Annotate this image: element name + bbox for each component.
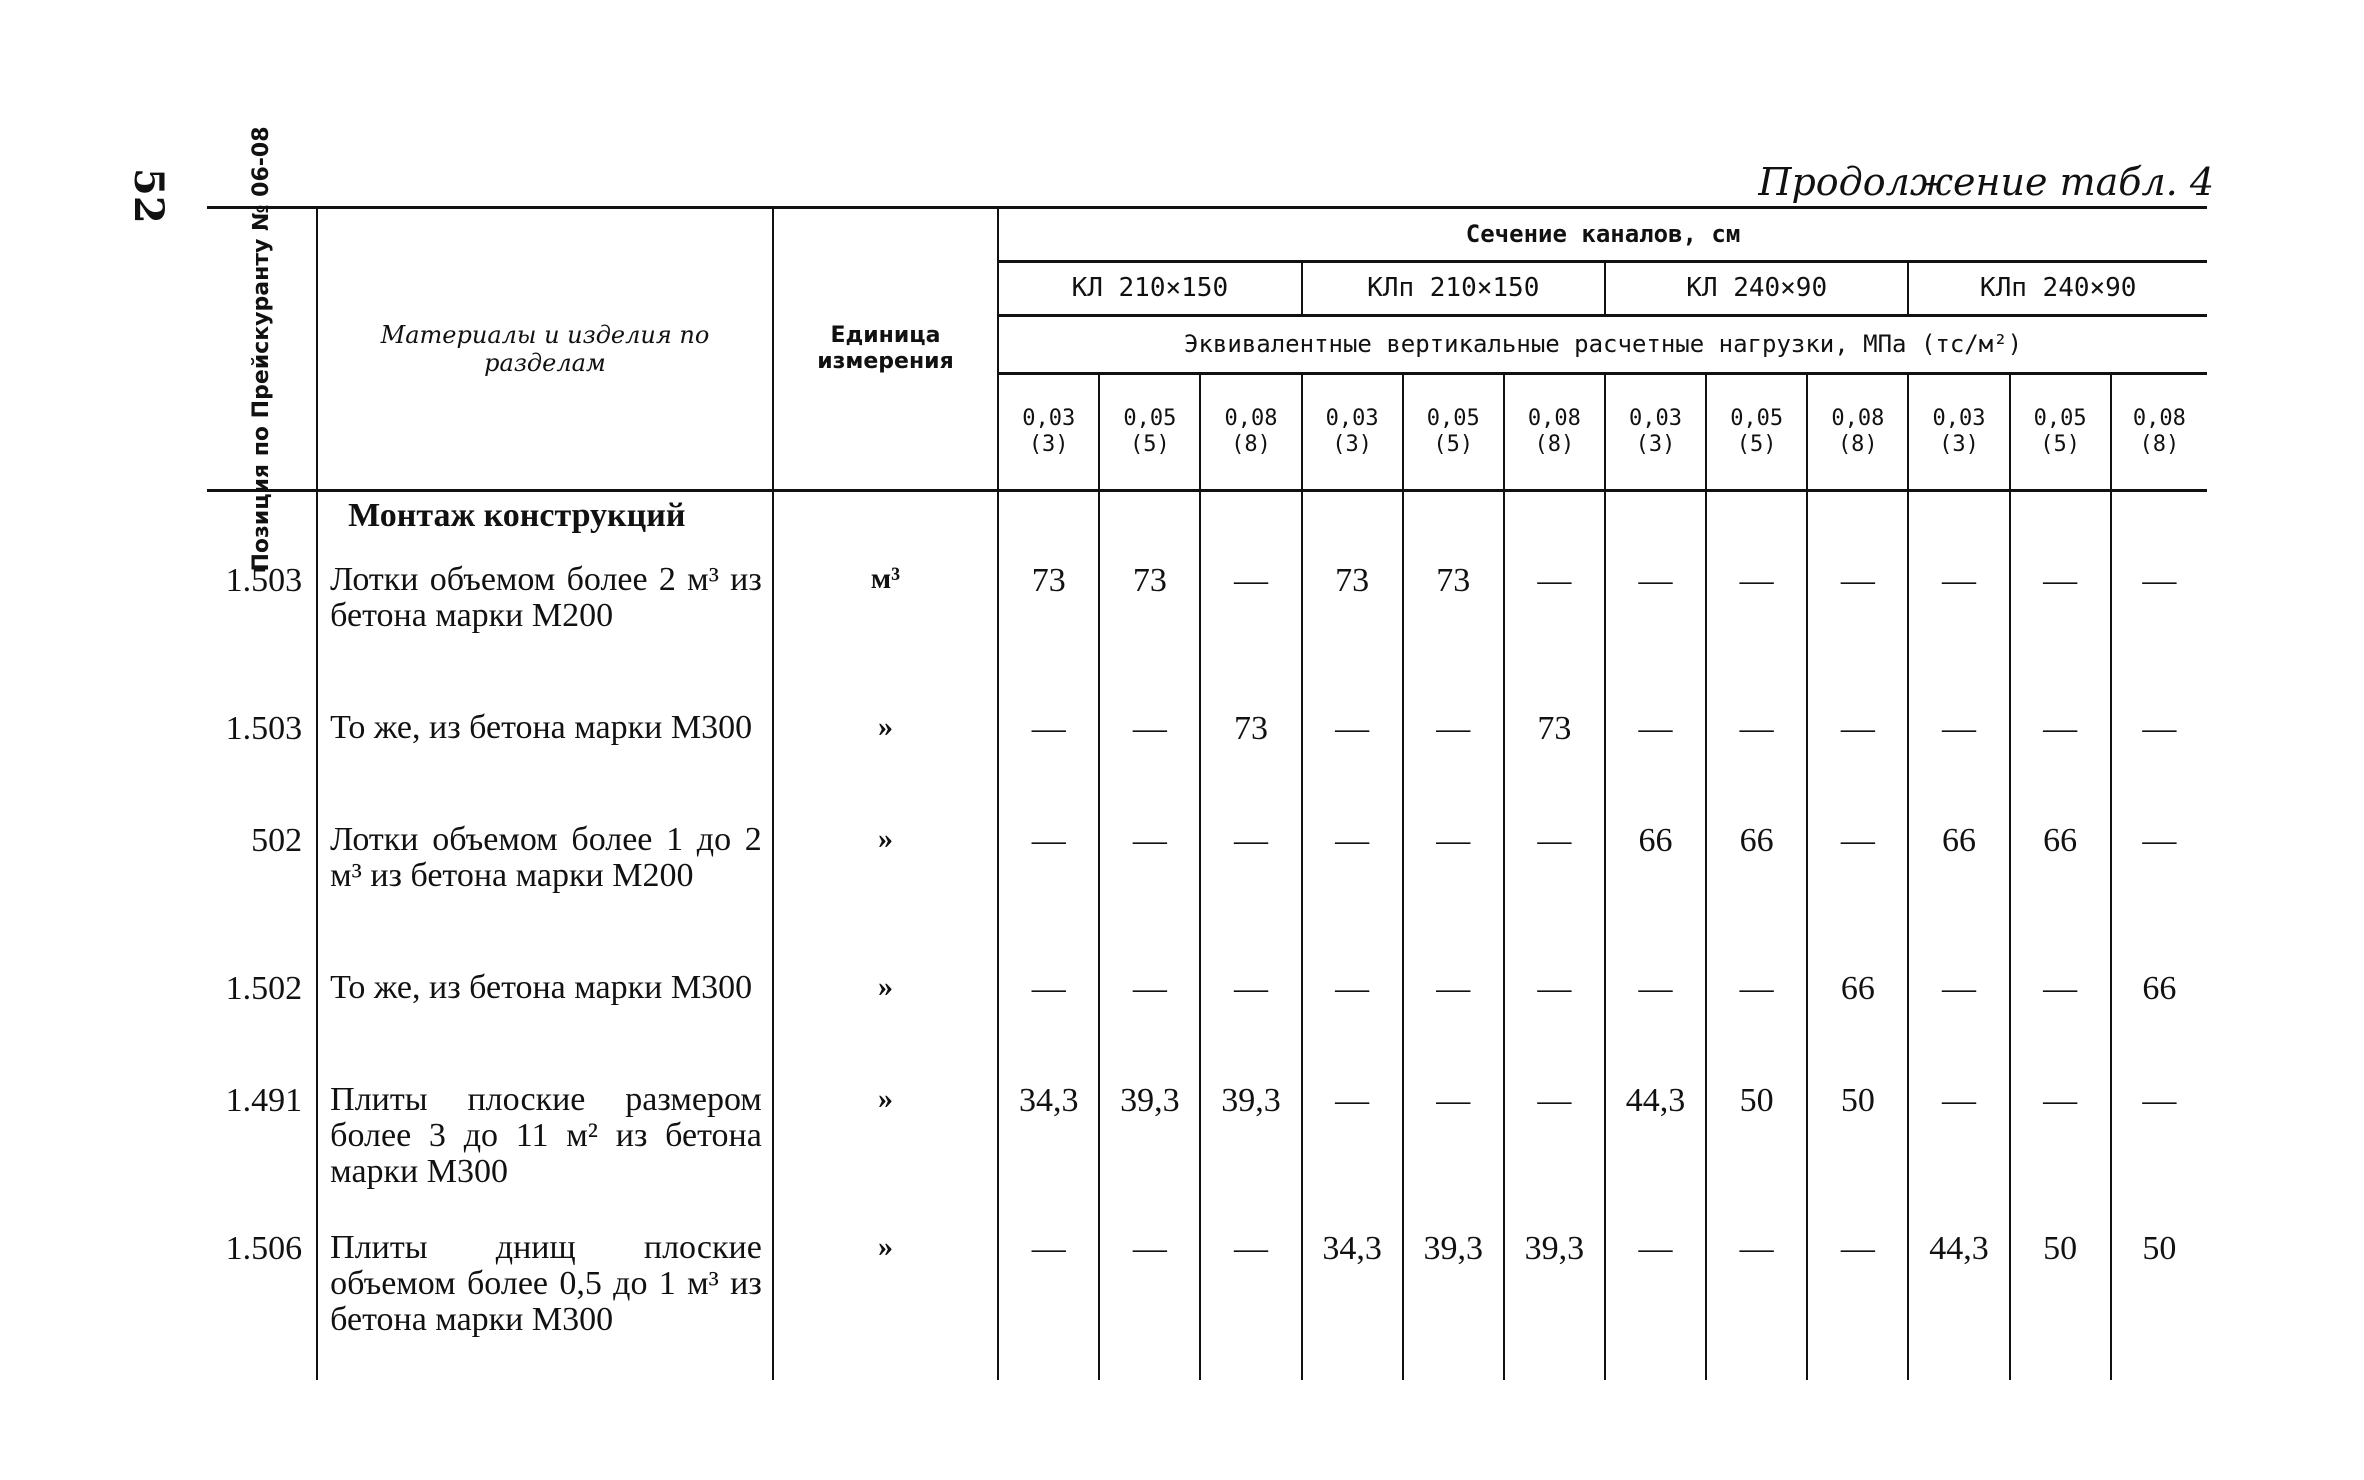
load-mpa: 0,03 — [1629, 405, 1683, 431]
header-materials: Материалы и изделия по разделам — [317, 208, 773, 491]
load-mpa: 0,03 — [1932, 405, 1986, 431]
load-mpa: 0,03 — [1325, 405, 1379, 431]
material-cell: Лотки объемом более 1 до 2 м³ из бетона марки М200 — [317, 814, 773, 962]
value-cell: — — [1200, 814, 1301, 962]
header-position: Позиция по Прейскуранту № 06-08 — [207, 208, 317, 491]
material-cell: Лотки объемом более 2 м³ из бетона марки М200 — [317, 554, 773, 702]
value-cell: 50 — [1807, 1074, 1908, 1222]
load-mpa: 0,08 — [1831, 405, 1885, 431]
position-cell: 1.502 — [225, 970, 303, 1007]
load-mpa: 0,03 — [1022, 405, 1076, 431]
header-loads-title: Эквивалентные вертикальные расчетные нагрузки, МПа (тс/м²) — [998, 315, 2207, 373]
header-group: КЛп 210×150 — [1302, 261, 1605, 315]
unit-cell: » — [773, 814, 998, 962]
value-cell: — — [1200, 1222, 1301, 1380]
value-cell: — — [998, 814, 1099, 962]
table-row — [207, 702, 2207, 814]
value-cell: 66 — [1706, 814, 1807, 962]
load-mpa: 0,05 — [2033, 405, 2087, 431]
value-cell: — — [1706, 962, 1807, 1074]
header-load-value — [1403, 373, 1504, 490]
position-cell: 1.503 — [225, 562, 303, 599]
header-load-value — [1706, 373, 1807, 490]
header-group: КЛп 240×90 — [1908, 261, 2207, 315]
table-row — [207, 814, 2207, 962]
position-cell: 1.491 — [225, 1082, 303, 1119]
value-cell: — — [1706, 554, 1807, 702]
value-cell: 50 — [2111, 1222, 2207, 1380]
load-tsm2: (8) — [1837, 431, 1878, 457]
value-cell: 34,3 — [1302, 1222, 1403, 1380]
value-cell: — — [1605, 554, 1706, 702]
value-cell: 34,3 — [998, 1074, 1099, 1222]
value-cell: 66 — [1605, 814, 1706, 962]
load-tsm2: (5) — [1433, 431, 1474, 457]
value-cell: — — [1200, 554, 1301, 702]
value-cell: 66 — [2111, 962, 2207, 1074]
page-number: 52 — [125, 168, 172, 224]
header-section-title: Сечение каналов, см — [998, 208, 2207, 262]
unit-cell: м³ — [773, 554, 998, 702]
value-cell: — — [1807, 554, 1908, 702]
position-cell: 502 — [251, 822, 303, 859]
value-cell: 39,3 — [1504, 1222, 1605, 1380]
value-cell: — — [2111, 554, 2207, 702]
value-cell: — — [1605, 962, 1706, 1074]
load-tsm2: (8) — [2139, 431, 2180, 457]
value-cell: — — [1504, 554, 1605, 702]
value-cell: — — [2010, 554, 2111, 702]
unit-cell: » — [773, 1074, 998, 1222]
header-load-value — [1099, 373, 1200, 490]
header-group: КЛ 210×150 — [998, 261, 1301, 315]
load-tsm2: (3) — [1635, 431, 1676, 457]
load-mpa: 0,08 — [1527, 405, 1581, 431]
value-cell: 73 — [1504, 702, 1605, 814]
header-load-value — [1504, 373, 1605, 490]
value-cell: — — [2010, 1074, 2111, 1222]
value-cell: 44,3 — [1605, 1074, 1706, 1222]
value-cell: — — [1504, 962, 1605, 1074]
value-cell: 50 — [1706, 1074, 1807, 1222]
load-tsm2: (5) — [2040, 431, 2080, 457]
header-load-value — [1807, 373, 1908, 490]
value-cell: — — [1302, 1074, 1403, 1222]
header-load-value — [2111, 373, 2207, 490]
header-load-value — [998, 373, 1099, 490]
load-tsm2: (3) — [1028, 431, 1069, 457]
load-tsm2: (3) — [1332, 431, 1372, 457]
table-row — [207, 962, 2207, 1074]
value-cell: — — [1605, 702, 1706, 814]
value-cell: — — [1403, 702, 1504, 814]
value-cell: — — [2010, 702, 2111, 814]
value-cell: — — [1200, 962, 1301, 1074]
table-caption: Продолжение табл. 4 — [1758, 160, 2214, 204]
load-mpa: 0,05 — [1123, 405, 1177, 431]
value-cell: — — [1099, 962, 1200, 1074]
value-cell: — — [1908, 1074, 2009, 1222]
value-cell: — — [1807, 702, 1908, 814]
value-cell: 73 — [1200, 702, 1301, 814]
value-cell: — — [1706, 1222, 1807, 1380]
table-row — [207, 1074, 2207, 1222]
load-tsm2: (8) — [1231, 431, 1271, 457]
header-unit: Единица измерения — [773, 208, 998, 491]
value-cell: — — [998, 702, 1099, 814]
unit-cell: » — [773, 1222, 998, 1380]
material-cell: Плиты плоские размером более 3 до 11 м² из бетона марки М300 — [317, 1074, 773, 1222]
position-cell: 1.503 — [225, 710, 303, 747]
header-group: КЛ 240×90 — [1605, 261, 1908, 315]
value-cell: — — [1099, 702, 1200, 814]
value-cell: 73 — [1403, 554, 1504, 702]
load-mpa: 0,08 — [2132, 405, 2186, 431]
unit-cell: » — [773, 702, 998, 814]
value-cell: 73 — [998, 554, 1099, 702]
value-cell: 66 — [1807, 962, 1908, 1074]
value-cell: — — [1504, 814, 1605, 962]
material-cell: Плиты днищ плоские объемом более 0,5 до 1 м³ из бетона марки М300 — [317, 1222, 773, 1380]
value-cell: — — [1706, 702, 1807, 814]
value-cell: 73 — [1302, 554, 1403, 702]
header-load-value — [1908, 373, 2009, 490]
material-cell: То же, из бетона марки М300 — [317, 702, 773, 814]
load-tsm2: (5) — [1736, 431, 1777, 457]
load-mpa: 0,05 — [1730, 405, 1784, 431]
value-cell: — — [1302, 702, 1403, 814]
value-cell: — — [1605, 1222, 1706, 1380]
value-cell: — — [1908, 702, 2009, 814]
value-cell: — — [1908, 962, 2009, 1074]
value-cell: — — [1099, 1222, 1200, 1380]
value-cell: 39,3 — [1099, 1074, 1200, 1222]
value-cell: — — [1403, 1074, 1504, 1222]
header-load-value — [2010, 373, 2111, 490]
value-cell: — — [1302, 962, 1403, 1074]
header-load-value — [1302, 373, 1403, 490]
section-unit-cell — [773, 491, 998, 555]
load-tsm2: (5) — [1129, 431, 1170, 457]
header-load-value — [1200, 373, 1301, 490]
value-cell: 50 — [2010, 1222, 2111, 1380]
header-load-value — [1605, 373, 1706, 490]
value-cell: 44,3 — [1908, 1222, 2009, 1380]
value-cell: — — [2111, 814, 2207, 962]
value-cell: — — [1807, 814, 1908, 962]
value-cell: — — [1807, 1222, 1908, 1380]
value-cell: — — [1403, 962, 1504, 1074]
value-cell: — — [2111, 1074, 2207, 1222]
value-cell: — — [2111, 702, 2207, 814]
value-cell: — — [1504, 1074, 1605, 1222]
value-cell: 66 — [2010, 814, 2111, 962]
table-row — [207, 554, 2207, 702]
load-mpa: 0,05 — [1426, 405, 1480, 431]
value-cell: 66 — [1908, 814, 2009, 962]
value-cell: — — [1403, 814, 1504, 962]
value-cell: — — [998, 1222, 1099, 1380]
section-title: Монтаж конструкций — [317, 491, 773, 555]
load-tsm2: (8) — [1534, 431, 1575, 457]
value-cell: 73 — [1099, 554, 1200, 702]
table-row — [207, 1222, 2207, 1380]
load-mpa: 0,08 — [1224, 405, 1278, 431]
value-cell: — — [1302, 814, 1403, 962]
load-tsm2: (3) — [1939, 431, 1979, 457]
unit-cell: » — [773, 962, 998, 1074]
value-cell: 39,3 — [1200, 1074, 1301, 1222]
value-cell: 39,3 — [1403, 1222, 1504, 1380]
value-cell: — — [998, 962, 1099, 1074]
material-cell: То же, из бетона марки М300 — [317, 962, 773, 1074]
value-cell: — — [1908, 554, 2009, 702]
value-cell: — — [1099, 814, 1200, 962]
value-cell: — — [2010, 962, 2111, 1074]
position-cell: 1.506 — [225, 1230, 303, 1267]
